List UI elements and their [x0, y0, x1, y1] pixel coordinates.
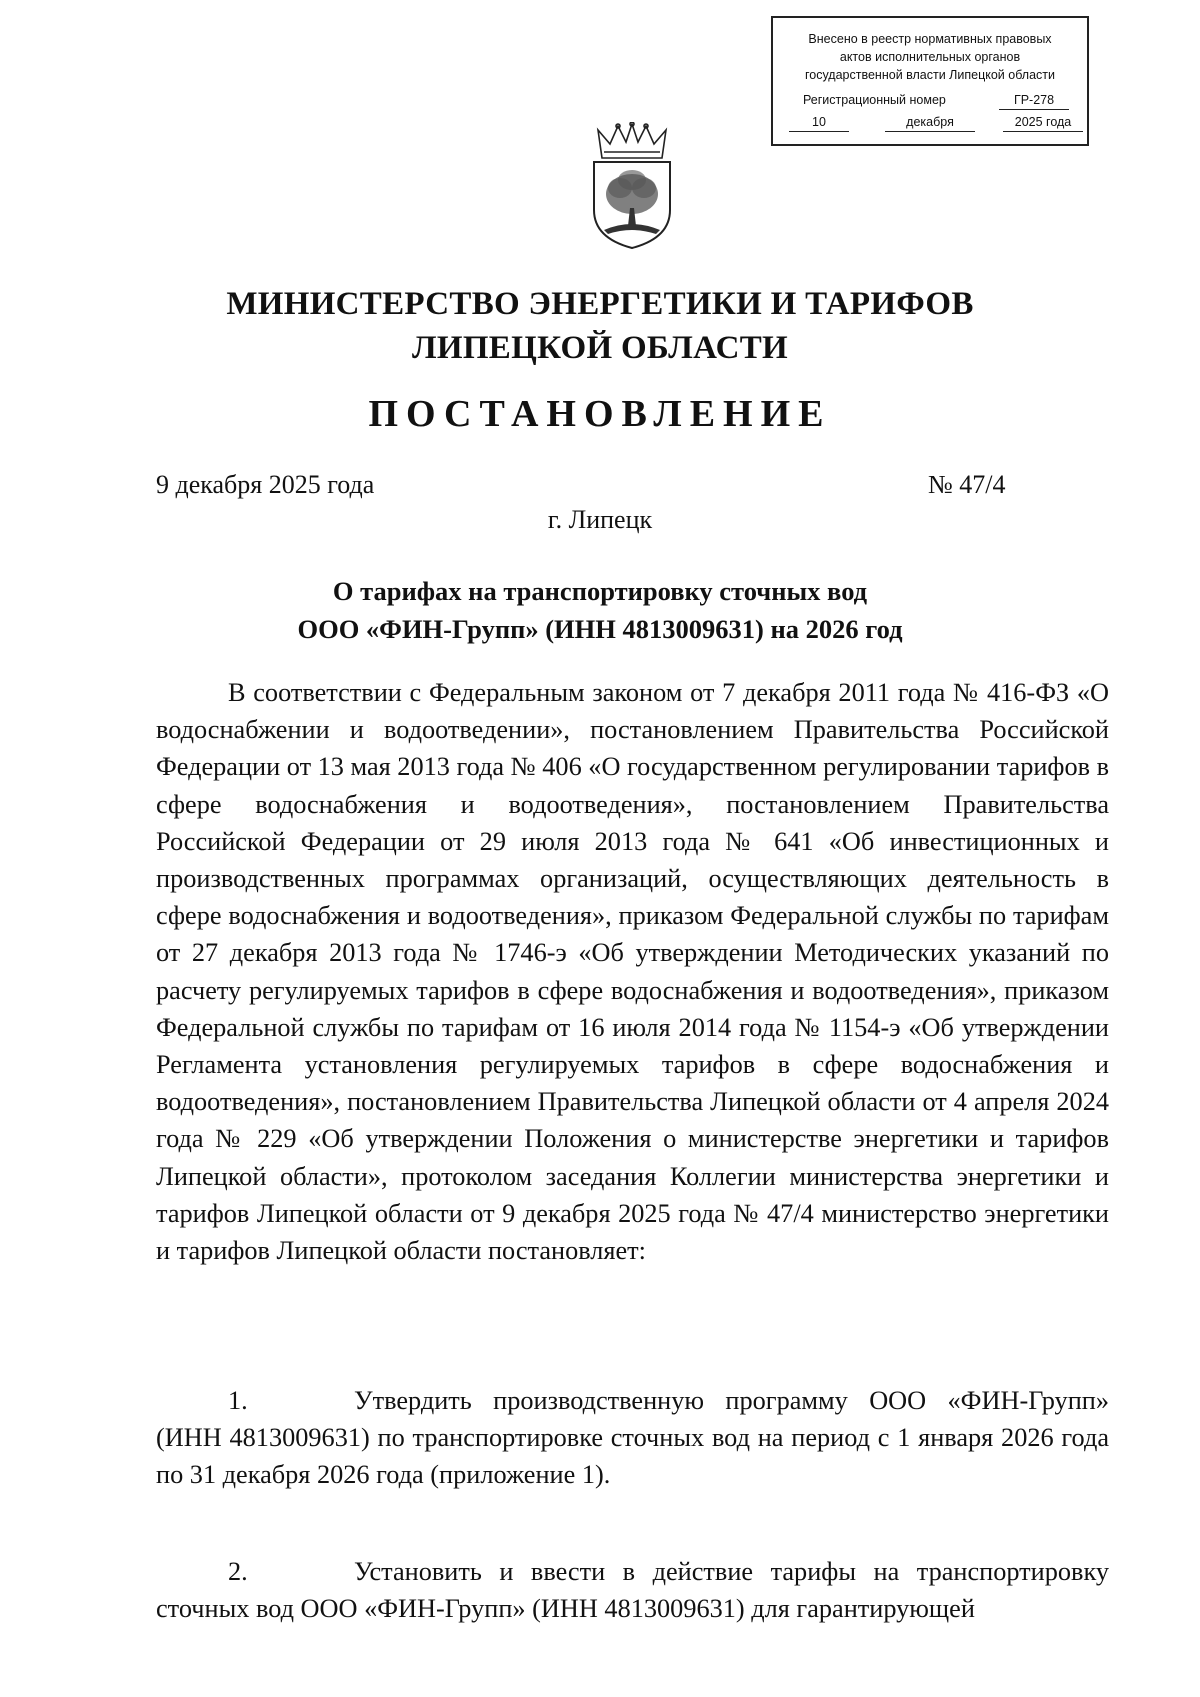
item-2-number: 2. [228, 1557, 248, 1586]
document-city: г. Липецк [547, 505, 653, 534]
title-line-2: ООО «ФИН-Групп» (ИНН 4813009631) на 2026 год [297, 614, 903, 644]
document-number: № 47/4 [928, 470, 1006, 499]
stamp-line-2: актов исполнительных органов [839, 50, 1021, 64]
item-1-text: Утвердить производственную программу ООО «ФИН-Групп» (ИНН 4813009631) по транспортировке сточных вод на период с 1 января 2026 года по 31 декабря 2026 года (приложение 1). [156, 1386, 1109, 1490]
title-line-1: О тарифах на транспортировку сточных вод [332, 576, 868, 606]
stamp-reg-label: Регистрационный номер [803, 93, 946, 107]
stamp-month: декабря [885, 113, 975, 132]
document-type: ПОСТАНОВЛЕНИЕ [368, 393, 832, 435]
ministry-line-1: МИНИСТЕРСТВО ЭНЕРГЕТИКИ И ТАРИФОВ [226, 286, 974, 322]
ministry-name [0, 282, 1200, 370]
stamp-line-1: Внесено в реестр нормативных правовых [808, 32, 1052, 46]
document-title [0, 572, 1200, 648]
preamble-paragraph: В соответствии с Федеральным законом от 7 декабря 2011 года № 416-ФЗ «О водоснабжении и водоотведении», постановлением Правительства Российской Федерации от 13 мая 2013 года № 406 «О государственном регулировании тарифов в сфере водоснабжения и водоотведения», постановлением Правительства Российской Федерации от 29 июля 2013 года № 641 «Об инвестиционных и производственных программах организаций, осуществляющих деятельность в сфере водоснабжения и водоотведения», приказом Федеральной службы по тарифам от 27 декабря 2013 года № 1746-э «Об утверждении Методических указаний по расчету регулируемых тарифов в сфере водоснабжения и водоотведения», приказом Федеральной службы по тарифам от 16 июля 2014 года № 1154-э «Об утверждении Регламента установления регулируемых тарифов в сфере водоснабжения и водоотведения», постановлением Правительства Липецкой области от 4 апреля 2024 года № 229 «Об утверждении Положения о министерстве энергетики и тарифов Липецкой области», протоколом заседания Коллегии министерства энергетики и тарифов Липецкой области от 9 декабря 2025 года № 47/4 министерство энергетики и тарифов Липецкой области постановляет: [156, 678, 1110, 1266]
stamp-date [789, 113, 1083, 133]
item-2-paragraph [156, 1553, 1109, 1627]
item-2-text: Установить и ввести в действие тарифы на транспортировку сточных вод ООО «ФИН-Групп» (ИНН 4813009631) для гарантирующей [156, 1557, 1109, 1624]
stamp-line-3: государственной власти Липецкой области [804, 68, 1056, 82]
stamp-registration [803, 91, 1061, 111]
ministry-line-2: ЛИПЕЦКОЙ ОБЛАСТИ [411, 330, 789, 366]
registry-stamp [771, 16, 1089, 146]
item-1-paragraph [156, 1382, 1109, 1494]
stamp-day: 10 [789, 113, 849, 132]
item-1-number: 1. [228, 1386, 248, 1415]
coat-of-arms-icon [584, 122, 680, 250]
document-date: 9 декабря 2025 года [156, 470, 375, 499]
stamp-reg-number: ГР-278 [999, 91, 1069, 110]
stamp-year: 2025 года [1003, 113, 1083, 132]
